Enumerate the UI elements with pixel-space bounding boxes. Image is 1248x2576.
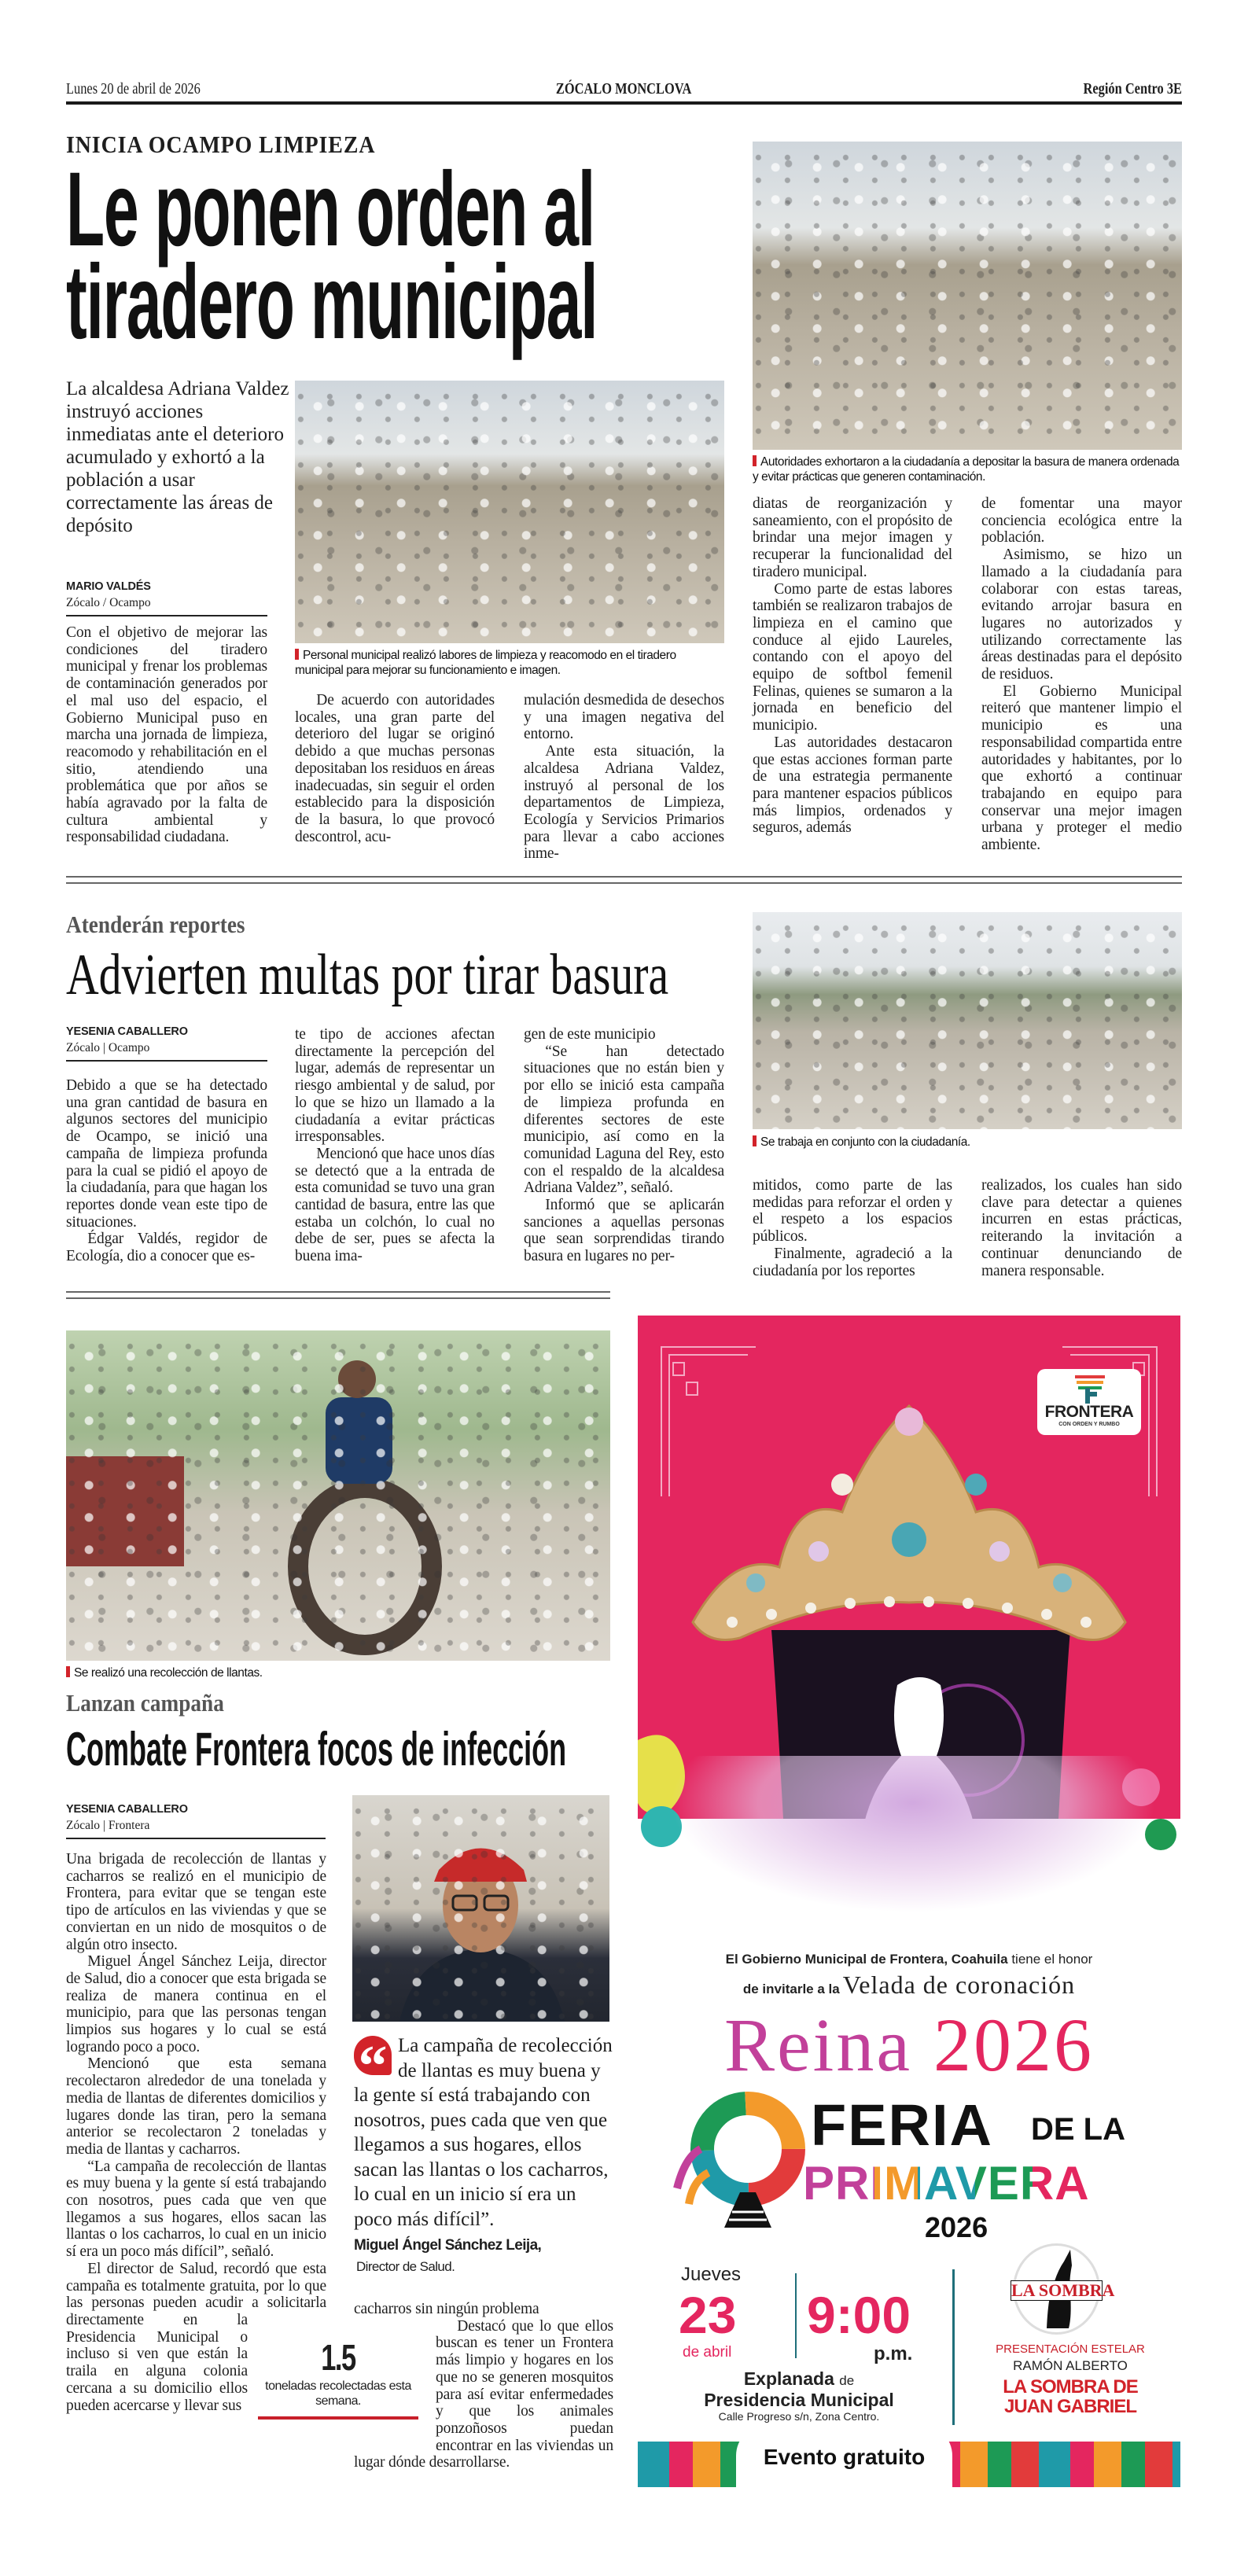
paragraph: Mencionó que hace unos días se detectó que a la entrada de esta comunidad se tuvo una gran cantidad de basura, entre las que estaba un colchón, lo cual no debe de ser, pues se afecta la buena ima- <box>295 1145 495 1265</box>
paragraph: Finalmente, agradeció a la ciudadanía por los reportes <box>753 1245 952 1279</box>
pull-quote-role: Director de Salud. <box>356 2259 455 2274</box>
caption-text: Se trabaja en conjunto con la ciudadanía. <box>760 1135 970 1149</box>
ad-day: 23 <box>679 2286 737 2344</box>
paragraph: mitidos, como parte de las medidas para reforzar el orden y el respeto a los espacios públicos. <box>753 1177 952 1246</box>
byline-rule <box>66 615 267 616</box>
section-divider <box>66 1291 610 1299</box>
ad-feria-word: FERIA <box>811 2092 993 2158</box>
ad-address: Calle Progreso s/n, Zona Centro. <box>718 2410 880 2423</box>
ad-invitation-rest: tiene el honor <box>1011 1952 1093 1967</box>
article-column <box>524 1026 724 1269</box>
caption-marker <box>753 455 757 466</box>
paragraph: De acuerdo con autoridades locales, una gran parte del deterioro del lugar se originó debido a que muchas personas depositaban los residuos en áreas inadecuadas, sin seguir el orden establecido para la disposición de la basura, lo que provocó descontrol, acu- <box>295 692 495 845</box>
photo-worker-carrying-tire <box>66 1330 610 1661</box>
ad-artist-logo-text: LA SOMBRA <box>1011 2280 1115 2300</box>
ad-date-divider <box>795 2273 797 2358</box>
ad-venue-de: de <box>839 2373 855 2388</box>
paragraph: Édgar Valdés, regidor de Ecología, dio a conocer que es- <box>66 1231 267 1265</box>
paragraph: Mencionó que esta semana recolectaron alrededor de una tonelada y media de llantas de diferentes domicilios y lugares donde las tiran, pero la semana anterior se recolectaron 2 toneladas y media de llantas y cacharros. <box>66 2055 326 2158</box>
ad-venue <box>685 2369 913 2409</box>
ad-artist-name: RAMÓN ALBERTO <box>1013 2358 1128 2373</box>
article1-byline <box>66 580 267 616</box>
byline-author: YESENIA CABALLERO <box>66 1025 188 1038</box>
ad-artist-alias: LA SOMBRA DE JUAN GABRIEL <box>1003 2376 1138 2417</box>
caption-marker <box>66 1666 70 1677</box>
paragraph: realizados, los cuales han sido clave para detectar a quienes incurren en estas prácticas, reiterando la invitación a continuar denunciando de manera responsable. <box>981 1177 1182 1279</box>
paragraph: El director de Salud, recordó que esta campaña es totalmente gratuita, por lo que las personas pueden acudir a solicitarla directamente en la Presidencia Municipal o incluso si ven que están la traila en alguna colonia cercana a su domicilio ellos pueden acercarse y llevar sus <box>66 2260 326 2414</box>
pull-quote-name: Miguel Ángel Sánchez Leija, <box>354 2237 542 2254</box>
paragraph: gen de este municipio <box>524 1026 656 1043</box>
ad-weekday: Jueves <box>681 2264 742 2285</box>
newspaper-name-text: ZÓCALO MONCLOVA <box>556 80 692 98</box>
newspaper-name <box>393 80 855 98</box>
paragraph: cacharros sin ningún problema <box>354 2301 539 2317</box>
paragraph: “Se han detectado situaciones que no están bien y por ello se inició esta campaña de limpieza profunda en diferentes sectores de este municipio, así como en la comunidad Laguna del Rey, esto con el respaldo de la alcaldesa Adriana Valdez”, señaló. <box>524 1043 724 1197</box>
ad-invitation-lead: de invitarle a la <box>742 1982 840 1996</box>
ad-primavera-word: PRIMAVERA <box>803 2157 1090 2210</box>
byline-rule <box>66 1060 267 1062</box>
photo-caption <box>753 454 1182 484</box>
tire-illustration <box>66 1330 610 1661</box>
ad-ampm: p.m. <box>874 2343 913 2364</box>
quote-mark-icon: “ <box>354 2036 392 2075</box>
section-page: Región Centro 3E <box>1083 80 1182 98</box>
paragraph: Como parte de estas labores también se realizaron trabajos de limpieza en el camino que conduce al ejido Laureles, contando con el apoyo del equipo de softbol femenil Felinas, quienes se sumaron a la jornada en beneficio del municipio. <box>753 580 952 734</box>
ad-time: 9:00 <box>807 2286 911 2344</box>
article2-byline <box>66 1025 267 1062</box>
ad-presentation: PRESENTACIÓN ESTELAR <box>996 2342 1145 2356</box>
section-divider <box>66 876 1182 884</box>
caption-text: Personal municipal realizó labores de limpieza y reacomodo en el tiradero municipal para mejorar su funcionamiento e imagen. <box>295 649 676 677</box>
headline-line: tiradero municipal <box>66 244 598 361</box>
ad-free-event-label: Evento gratuito <box>763 2445 926 2469</box>
paragraph: diatas de reorganización y saneamiento, con el propósito de brindar una mejor imagen y recuperar la funcionalidad del tiradero municipal. <box>753 495 952 580</box>
article1-headline <box>66 151 598 361</box>
ad-reina-year: 2026 <box>933 2003 1094 2087</box>
feria-ferris-wheel-logo <box>669 2094 819 2228</box>
photo-caption <box>753 1135 1182 1150</box>
byline-location: Zócalo | Ocampo <box>66 1041 150 1054</box>
ad-venue-bold: Explanada <box>743 2368 834 2389</box>
ad-venue-line2: Presidencia Municipal <box>704 2390 894 2410</box>
ad-invitation-line1 <box>638 1951 1180 1968</box>
ad-section-divider <box>952 2269 955 2425</box>
pull-quote-text: La campaña de recolección de llantas es muy buena y la gente sí está trabajando con nosotros, pues cada que ven que llegamos a sus hogares, ellos sacan las llantas o los cacharros, lo cual en un inicio sí era un poco más difícil”. <box>354 2035 613 2230</box>
article-column <box>753 1177 952 1279</box>
stat-rule <box>258 2416 418 2420</box>
photo-dump-site-workers <box>753 142 1182 450</box>
article2-kicker: Atenderán reportes <box>66 911 245 938</box>
stat-label: toneladas recolectadas esta semana. <box>265 2379 411 2408</box>
article-column <box>753 495 952 862</box>
pull-quote <box>354 2033 617 2276</box>
paragraph: Las autoridades destacaron que estas acciones forman parte de una estrategia permanente para mantener espacios públicos más limpios, ordenados y seguros, además <box>753 734 952 837</box>
article-column <box>524 692 724 862</box>
pull-quote-body <box>354 2033 617 2232</box>
article-column <box>66 624 267 863</box>
byline-location: Zócalo | Frontera <box>66 1819 150 1832</box>
paragraph: Miguel Ángel Sánchez Leija, director de Salud, dio a conocer que esta brigada se realiza de manera continua en el municipio, para que las personas tengan limpios sus hogares y lo cual se está logrando poco a poco. <box>66 1953 326 2055</box>
frontera-logo-tagline: CON ORDEN Y RUMBO <box>1058 1422 1120 1427</box>
ad-cloud-haze <box>669 1756 1157 1913</box>
paragraph: Destacó que lo que ellos buscan es tener un Frontera más limpio y hogares en los que no se generen mosquitos para así evitar enfermedades y que los animales ponzoñosos puedan encontrar en las viviendas un lugar dónde desarrollarse. <box>354 2317 613 2471</box>
byline-location: Zócalo / Ocampo <box>66 596 151 609</box>
article-column <box>981 495 1182 862</box>
photo-miguel-angel-sanchez-leija <box>352 1795 609 2022</box>
article1-deck: La alcaldesa Adriana Valdez instruyó acciones inmediatas ante el deterioro acumulado y exhortó a la población a usar correctamente las áreas de depósito <box>66 378 289 536</box>
photo-municipal-staff-cleaning <box>295 381 724 643</box>
photo-volunteers-mattress <box>753 912 1182 1129</box>
advertisement-feria-primavera <box>638 1316 1180 2495</box>
paragraph: El Gobierno Municipal reiteró que mantener limpio el municipio es una responsabilidad compartida entre autoridades y habitantes, por lo que exhortó a continuar trabajando en equipo para conservar una mejor imagen urbana y proteger el medio ambiente. <box>981 683 1182 854</box>
article-column <box>981 1177 1182 1279</box>
article3-byline <box>66 1803 326 1839</box>
photo-caption <box>66 1665 610 1680</box>
paragraph: Informó que se aplicarán sanciones a aquellas personas que sean sorprendidas tirando basura en lugares no per- <box>524 1197 724 1265</box>
paragraph: Ante esta situación, la alcaldesa Adriana Valdez, instruyó al personal de los departamentos de Limpieza, Ecología y Servicios Primarios para llevar a cabo acciones inme- <box>524 743 724 863</box>
ad-month: de abril <box>683 2344 732 2361</box>
frontera-logo-mark <box>1066 1372 1113 1404</box>
caption-marker <box>295 649 299 660</box>
photo-caption <box>295 648 724 678</box>
paragraph: mulación desmedida de desechos y una imagen negativa del entorno. <box>524 692 724 743</box>
byline-author: YESENIA CABALLERO <box>66 1803 188 1816</box>
byline-rule <box>66 1838 326 1839</box>
ad-invitation-line2 <box>638 1970 1180 2005</box>
caption-text: Autoridades exhortaron a la ciudadanía a depositar la basura de manera ordenada y evitar prácticas que generen contaminación. <box>753 455 1180 484</box>
ad-velada-title: Velada de coronación <box>842 1971 1076 1999</box>
paragraph: de fomentar una mayor conciencia ecológica entre la población. <box>981 495 1182 546</box>
ad-reina-title <box>638 2004 1180 2086</box>
frontera-logo <box>1037 1369 1141 1435</box>
article1-kicker: INICIA OCAMPO LIMPIEZA <box>66 131 376 158</box>
article2-headline: Advierten multas por tirar basura <box>66 943 669 1007</box>
paragraph: Debido a que se ha detectado una gran cantidad de basura en algunos sectores del municipio de Ocampo, se inició una campaña de limpieza profunda para la cual se pidió el apoyo de la ciudadanía, para que hagan los reportes donde vean este tipo de situaciones. <box>66 1077 267 1231</box>
stat-box <box>258 2339 418 2420</box>
frontera-logo-name: FRONTERA <box>1044 1403 1134 1421</box>
paragraph: Con el objetivo de mejorar las condiciones del tiradero municipal y frenar los problemas de contaminación generados por el mal uso del espacio, el Gobierno Municipal puso en marcha una jornada de limpieza, reacomodo y rehabilitación en el sitio, atendiendo una problemática que por años se había agravado por la falta de cultura ambiental y responsabilidad ciudadana. <box>66 624 267 846</box>
ad-artist-logo <box>1011 2246 1115 2332</box>
article-column <box>66 1077 267 1269</box>
paragraph: Asimismo, se hizo un llamado a la ciudadanía para colaborar con estas tareas, evitando arrojar basura en lugares no autorizados y utilizando correctamente las áreas destinadas para el depósito de residuos. <box>981 546 1182 683</box>
paragraph: Una brigada de recolección de llantas y cacharros se realizó en el municipio de Frontera, para evitar que se tengan este tipo de artículos en las viviendas y que se conviertan en un nido de mosquitos o de algún otro insecto. <box>66 1851 326 1953</box>
ad-invitation-bold: El Gobierno Municipal de Frontera, Coahuila <box>725 1952 1008 1967</box>
caption-marker <box>753 1135 757 1146</box>
headline-line: Le ponen orden al <box>66 151 595 268</box>
paragraph: te tipo de acciones afectan directamente la percepción del lugar, además de representar un riesgo ambiental y de salud, por lo que se hizo un llamado a la ciudadanía a evitar prácticas irresponsables. <box>295 1026 495 1146</box>
edition-date: Lunes 20 de abril de 2026 <box>66 80 201 98</box>
portrait-illustration <box>352 1795 609 2022</box>
caption-text: Se realizó una recolección de llantas. <box>74 1666 263 1680</box>
article-column <box>295 692 495 862</box>
header-rule <box>66 101 1182 105</box>
article3-headline: Combate Frontera focos de infección <box>66 1723 567 1776</box>
ad-reina-word: Reina <box>724 2003 912 2087</box>
article-column <box>295 1026 495 1269</box>
ad-de-la: DE LA <box>1031 2112 1125 2147</box>
paragraph: “La campaña de recolección de llantas es muy buena y la gente sí está trabajando con nosotros, pues cada que ven que llegamos a sus hogares, ellos sacan las llantas o los cacharros, lo cual en un inicio sí era un poco más difícil”, señaló. <box>66 2158 326 2261</box>
ad-feria-year: 2026 <box>925 2211 988 2243</box>
stat-value: 1.5 <box>321 2337 355 2378</box>
byline-author: MARIO VALDÉS <box>66 580 151 593</box>
article3-kicker: Lanzan campaña <box>66 1689 224 1717</box>
